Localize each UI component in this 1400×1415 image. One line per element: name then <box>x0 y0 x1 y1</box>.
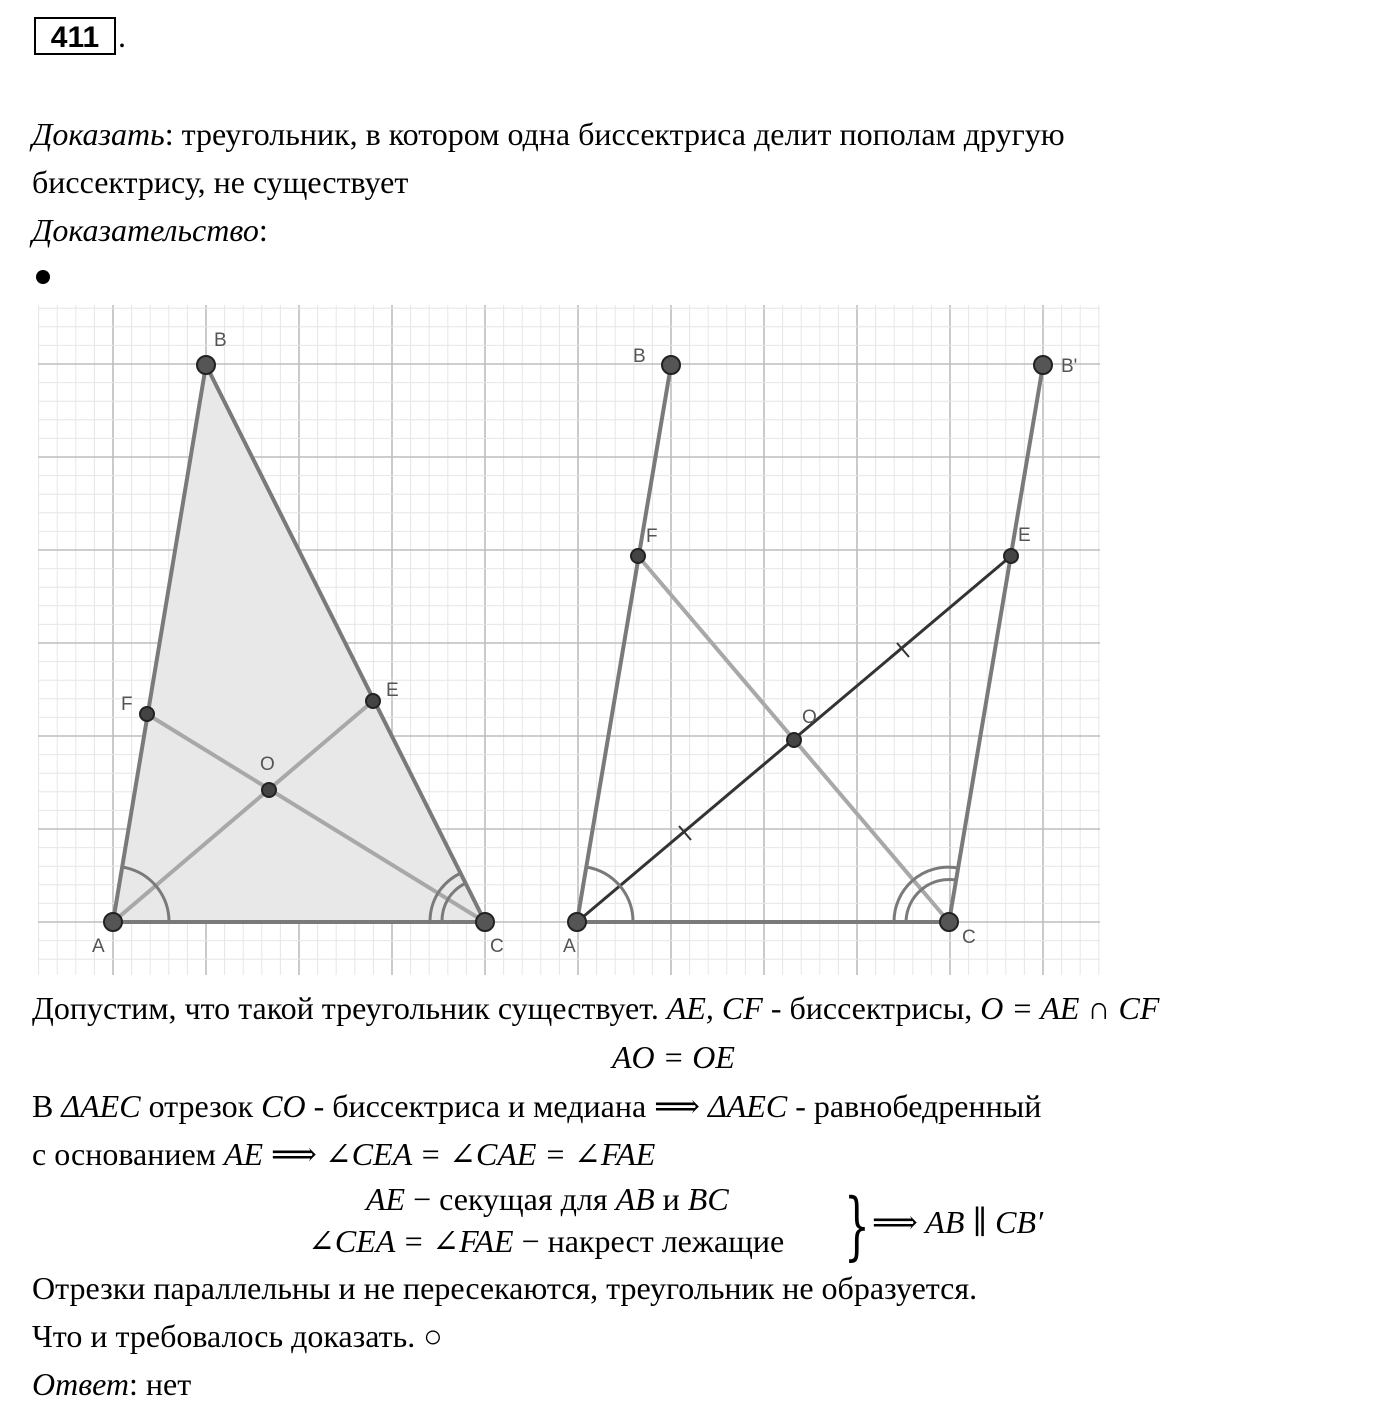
proof-line-1-text-2: - биссектрисы, <box>762 990 981 1026</box>
proof-line-3-d: - равнобедренный <box>787 1088 1042 1124</box>
proof-label-colon: : <box>258 212 268 248</box>
left-point-c <box>476 913 494 931</box>
statement-text: : треугольник, в котором одна биссектриса делит пополам другую <box>164 116 1065 152</box>
proof-line-1-text: Допустим, что такой треугольник существует. <box>32 990 667 1026</box>
proof-line-2: AO = OE <box>612 1039 735 1075</box>
proof-line-4-math: AE ⟹ ∠CEA = ∠CAE = ∠FAE <box>223 1136 656 1172</box>
proof-line-3-c: - биссектриса и медиана <box>305 1088 655 1124</box>
answer-text: : нет <box>129 1366 192 1402</box>
system-brace: } <box>844 1183 870 1269</box>
proof-line-3-math-1: ΔAEC <box>61 1088 141 1124</box>
proof-line-3-b: отрезок <box>140 1088 262 1124</box>
right-point-e <box>1004 549 1018 563</box>
right-angle-arc-a1 <box>620 886 633 922</box>
proof-line-7: Отрезки параллельны и не пересекаются, треугольник не образуется. <box>32 1270 978 1306</box>
proof-line-3-a: В <box>32 1088 62 1124</box>
right-label-b: B <box>633 346 646 367</box>
proof-line-5-math-3: BC <box>687 1181 729 1217</box>
proof-line-6-math: ∠CEA = ∠FAE <box>308 1223 514 1259</box>
proof-line-5-math-1: AE <box>366 1181 406 1217</box>
left-point-o <box>262 783 276 797</box>
left-label-b: B <box>214 330 227 351</box>
right-label-e: E <box>1018 525 1031 546</box>
left-label-a: A <box>92 936 105 957</box>
left-point-b <box>197 356 215 374</box>
right-point-o <box>787 733 801 747</box>
proof-line-5-text: − секущая для <box>405 1181 616 1217</box>
proof-line-6 <box>308 1221 784 1261</box>
right-point-a <box>568 913 586 931</box>
statement-line-2: биссектрису, не существует <box>32 164 409 200</box>
right-label-f: F <box>646 526 658 547</box>
proof-line-5-text-2: и <box>654 1181 688 1217</box>
right-point-c <box>940 913 958 931</box>
proof-line-3 <box>32 1086 1041 1126</box>
right-label-a: A <box>563 936 576 957</box>
left-point-f <box>140 707 154 721</box>
proof-line-1-math-bisectors: AE, CF <box>666 990 763 1026</box>
right-point-f <box>631 549 645 563</box>
problem-number-dot: . <box>118 18 126 54</box>
right-point-b <box>662 356 680 374</box>
right-label-c: C <box>962 927 976 948</box>
right-angle-arc-c1 <box>894 881 912 922</box>
proof-line-5-math-2: AB <box>615 1181 655 1217</box>
proof-label: Доказательство <box>32 212 259 248</box>
proof-line-6-text: − накрест лежащие <box>513 1223 785 1259</box>
proof-line-1 <box>32 988 1159 1028</box>
left-label-c: C <box>490 936 504 957</box>
answer-line <box>32 1364 191 1404</box>
left-label-f: F <box>121 694 133 715</box>
left-point-e <box>366 694 380 708</box>
proof-line-8: Что и требовалось доказать. ○ <box>32 1318 443 1354</box>
proof-line-1-math-intersection: O = AE ∩ CF <box>980 990 1160 1026</box>
proof-conclusion: ⟹ AB ∥ CB′ <box>872 1204 1044 1240</box>
left-label-o: O <box>260 754 275 775</box>
statement-label: Доказать <box>32 116 165 152</box>
proof-line-4 <box>32 1134 655 1174</box>
right-label-o: O <box>802 707 817 728</box>
proof-line-5 <box>366 1179 729 1219</box>
proof-line-4-a: с основанием <box>32 1136 224 1172</box>
problem-number: 411 <box>34 17 116 55</box>
proof-line-3-math-2: CO <box>261 1088 306 1124</box>
proof-line-3-math-3: ⟹ ΔAEC <box>654 1088 788 1124</box>
right-angle-arc-c2 <box>906 890 921 922</box>
right-point-bp <box>1034 356 1052 374</box>
right-label-bp: B' <box>1061 356 1078 377</box>
left-point-a <box>104 913 122 931</box>
left-label-e: E <box>386 680 399 701</box>
answer-label: Ответ <box>32 1366 129 1402</box>
